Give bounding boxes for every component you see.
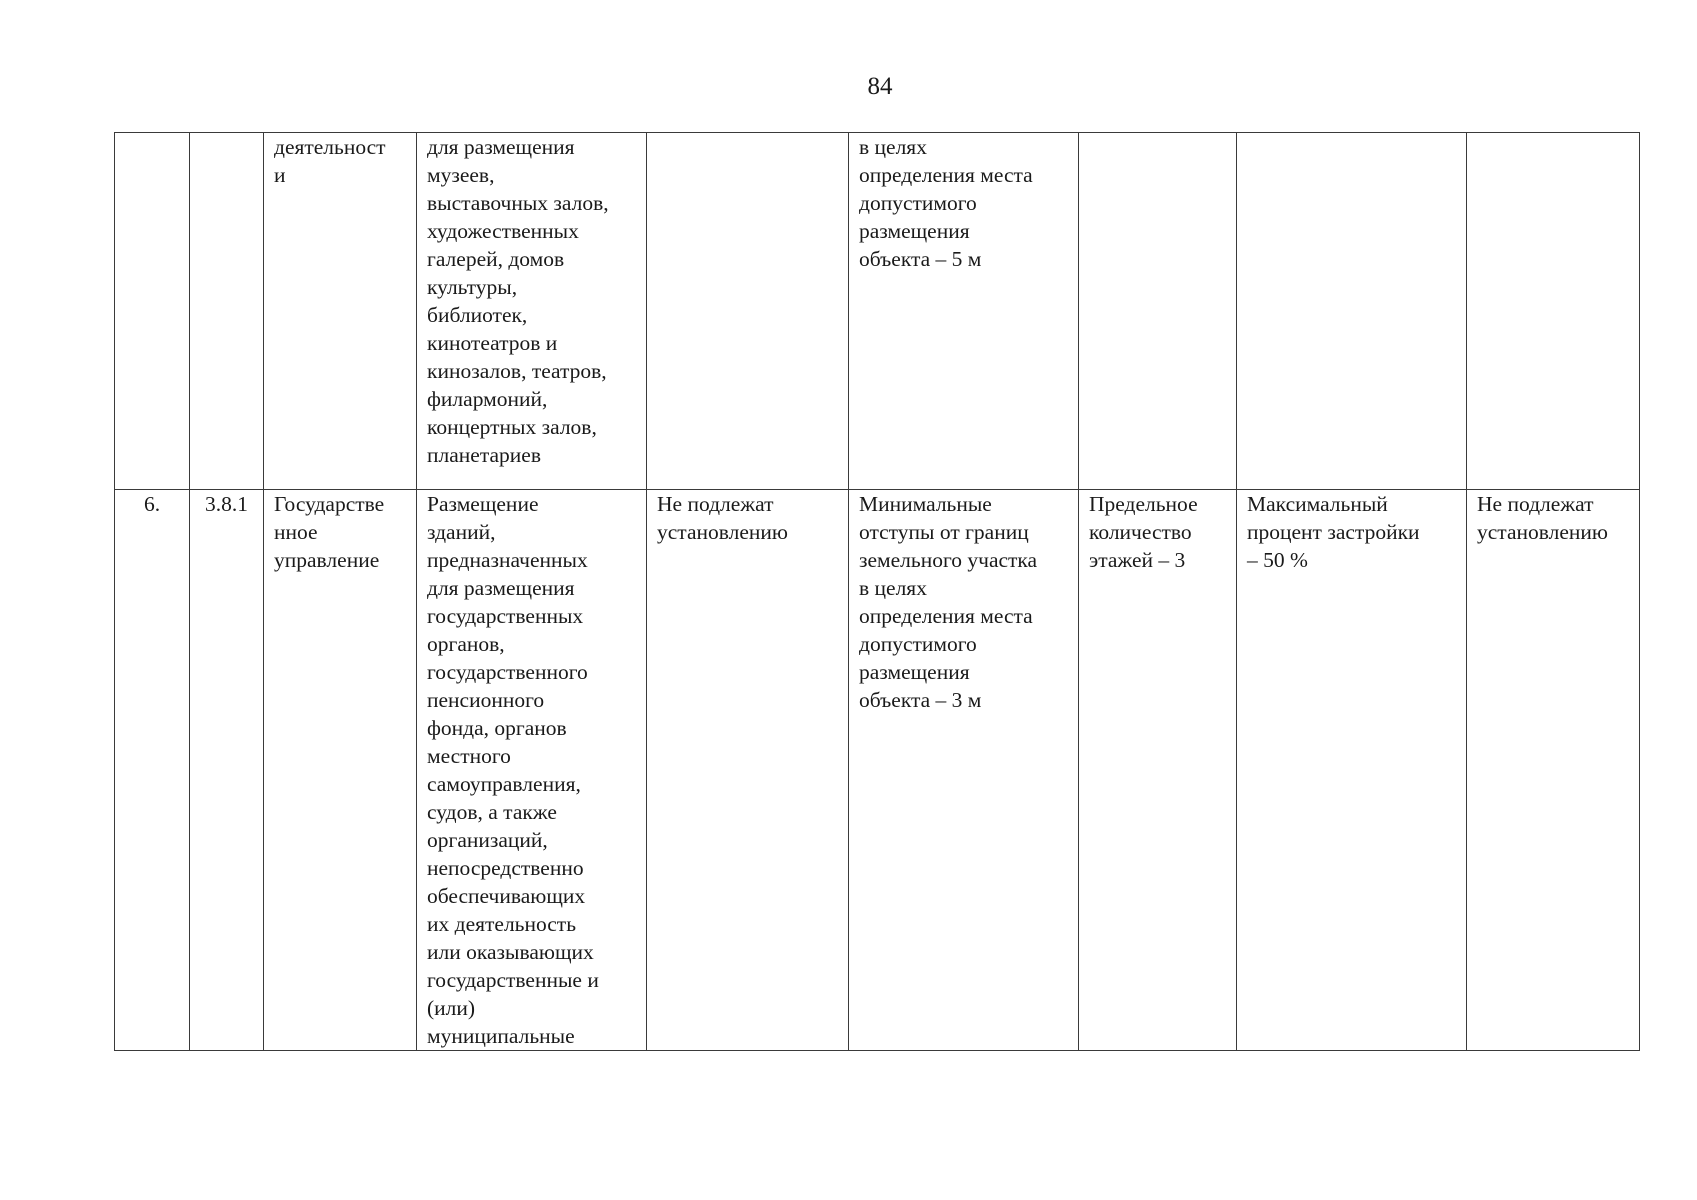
cell-coverage: Максимальный процент застройки – 50 % (1237, 490, 1467, 1051)
cell-number (115, 133, 190, 490)
table-row (115, 133, 1640, 490)
cell-other: Не подлежат установлению (1467, 490, 1640, 1051)
cell-use-description: Размещение зданий, предназначенных для размещения государственных органов, государственного пенсионного фонда, органов местного самоуправления, судов, а также организаций, непосредственно обеспечивающих их деятельность или оказывающих государственные и (или) муниципальные (417, 490, 647, 1051)
cell-plot-size (647, 133, 849, 490)
page-number: 84 (867, 73, 893, 100)
cell-use-name: Государстве нное управление (264, 490, 417, 1051)
cell-other (1467, 133, 1640, 490)
cell-floors: Предельное количество этажей – 3 (1079, 490, 1237, 1051)
cell-code (190, 133, 264, 490)
cell-use-name: деятельност и (264, 133, 417, 490)
cell-plot-size: Не подлежат установлению (647, 490, 849, 1051)
table-row (115, 490, 1640, 1051)
cell-use-description: для размещения музеев, выставочных залов, художественных галерей, домов культуры, библиотек, кинотеатров и кинозалов, театров, филармоний, концертных залов, планетариев (417, 133, 647, 490)
regulations-table (114, 132, 1640, 1051)
cell-floors (1079, 133, 1237, 490)
cell-code: 3.8.1 (190, 490, 264, 1051)
cell-setbacks: в целях определения места допустимого размещения объекта – 5 м (849, 133, 1079, 490)
cell-setbacks: Минимальные отступы от границ земельного участка в целях определения места допустимого размещения объекта – 3 м (849, 490, 1079, 1051)
cell-number: 6. (115, 490, 190, 1051)
cell-coverage (1237, 133, 1467, 490)
